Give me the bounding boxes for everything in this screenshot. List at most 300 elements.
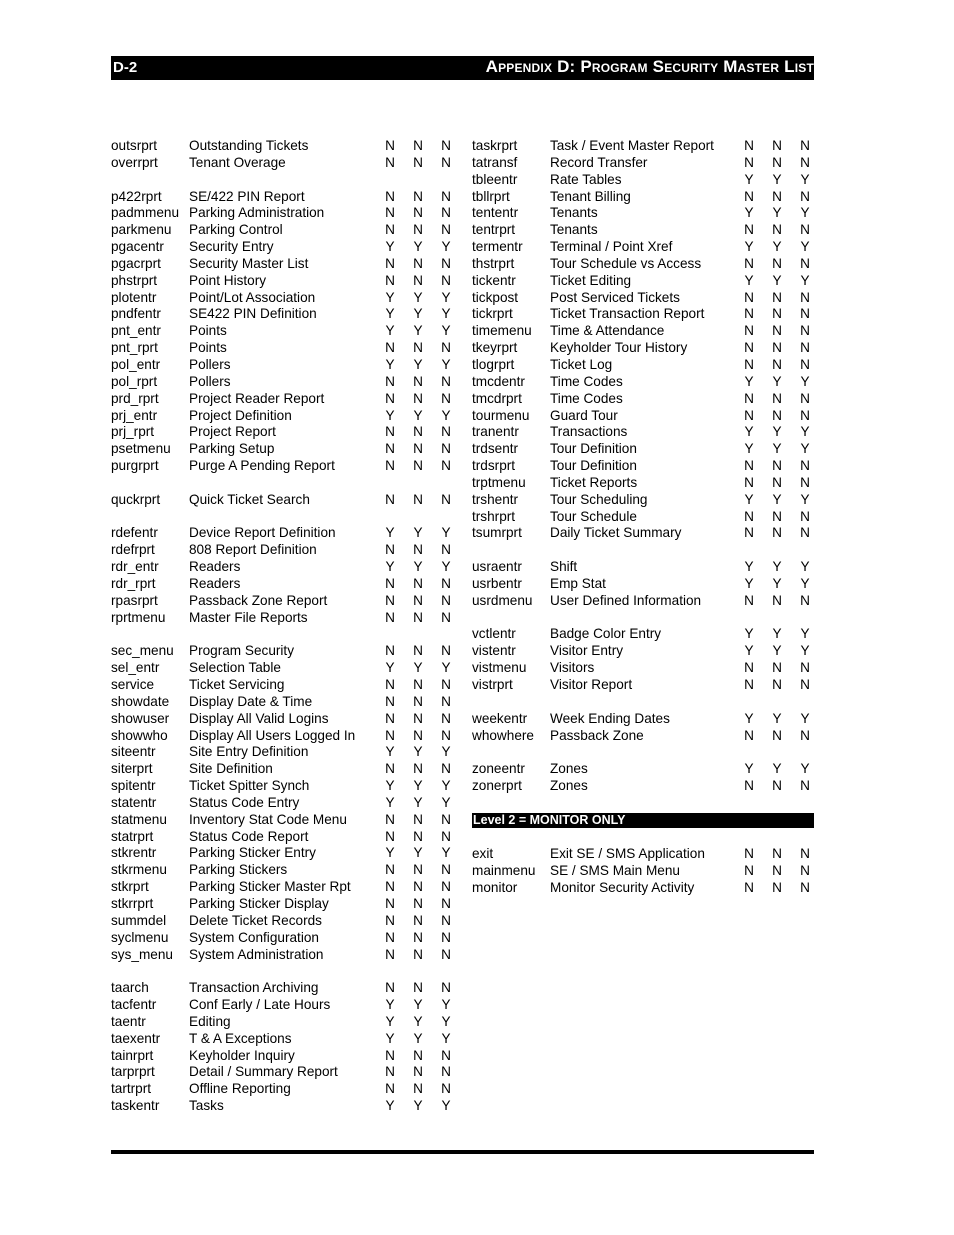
program-code: vistentr	[472, 643, 516, 659]
program-code: tententr	[472, 205, 519, 221]
program-description: Zones	[550, 761, 588, 777]
security-flag-1: N	[385, 710, 395, 726]
program-code: tatransf	[472, 154, 518, 170]
program-code: monitor	[472, 880, 518, 896]
security-flag-2: N	[772, 138, 782, 153]
security-flag-3: Y	[441, 794, 451, 810]
security-flag-1: Y	[744, 491, 754, 507]
security-flag-1: N	[744, 255, 754, 271]
security-flag-1: N	[385, 609, 395, 625]
table-row	[111, 408, 456, 425]
security-flag-2: Y	[772, 171, 782, 187]
program-code: prd_rprt	[111, 390, 159, 406]
security-flag-2: N	[413, 222, 423, 238]
program-description: Tenants	[550, 222, 598, 238]
program-description: Project Reader Report	[189, 390, 325, 406]
security-flag-3: N	[800, 846, 810, 862]
security-flag-3: N	[441, 458, 451, 474]
table-row	[472, 323, 814, 340]
security-flag-3: Y	[800, 239, 810, 255]
security-flag-2: N	[413, 491, 423, 507]
program-code: stkrprt	[111, 879, 149, 895]
security-flag-1: N	[385, 542, 395, 558]
program-code: taarch	[111, 980, 149, 996]
security-flag-3: N	[441, 542, 451, 558]
table-row	[111, 374, 456, 391]
security-flag-3: N	[441, 980, 451, 996]
security-flag-3: N	[441, 390, 451, 406]
page-header-bar	[111, 56, 814, 80]
program-code: rprtmenu	[111, 609, 166, 625]
security-flag-1: Y	[385, 660, 395, 676]
program-code: whowhere	[472, 727, 534, 743]
program-code: rpasrprt	[111, 592, 158, 608]
security-flag-3: Y	[441, 407, 451, 423]
program-description: Readers	[189, 575, 241, 591]
security-flag-1: Y	[744, 626, 754, 642]
program-description: Zones	[550, 778, 588, 794]
program-code: vistrprt	[472, 677, 513, 692]
security-flag-1: N	[385, 188, 395, 204]
security-flag-1: Y	[385, 1030, 395, 1046]
security-flag-1: Y	[385, 525, 395, 541]
security-flag-2: Y	[772, 710, 782, 726]
table-row	[472, 357, 814, 374]
program-code: exit	[472, 846, 494, 862]
table-row	[472, 290, 814, 307]
program-description: Tour Scheduling	[550, 491, 648, 507]
table-row	[111, 1048, 456, 1065]
security-flag-3: Y	[441, 744, 451, 760]
security-flag-2: N	[772, 880, 782, 896]
program-code: tacfentr	[111, 997, 157, 1013]
security-flag-1: Y	[385, 356, 395, 372]
security-flag-1: Y	[385, 1098, 395, 1114]
security-flag-1: N	[385, 255, 395, 271]
security-flag-3: N	[441, 373, 451, 389]
table-row	[111, 947, 456, 964]
security-flag-2: Y	[413, 744, 423, 760]
security-flag-3: N	[800, 154, 810, 170]
table-row	[111, 744, 456, 761]
table-row	[472, 576, 814, 593]
table-row	[472, 643, 814, 660]
program-code: pnt_rprt	[111, 340, 158, 356]
program-code: showwho	[111, 727, 168, 743]
security-flag-2: N	[772, 407, 782, 423]
program-code: siteentr	[111, 744, 156, 760]
security-flag-2: N	[772, 508, 782, 524]
security-flag-1: N	[385, 727, 395, 743]
security-flag-3: N	[441, 575, 451, 591]
security-flag-3: N	[441, 340, 451, 356]
security-flag-3: Y	[441, 1098, 451, 1114]
security-flag-2: N	[772, 778, 782, 794]
security-flag-3: N	[800, 390, 810, 406]
table-row	[472, 880, 814, 897]
program-list-right-column	[472, 138, 814, 897]
security-flag-3: Y	[800, 575, 810, 591]
security-flag-1: Y	[744, 441, 754, 457]
program-code: vctlentr	[472, 626, 516, 642]
program-description: User Defined Information	[550, 592, 702, 608]
program-code: usrbentr	[472, 575, 522, 591]
blank-row	[472, 610, 814, 627]
table-row	[472, 863, 814, 880]
table-row	[111, 542, 456, 559]
security-flag-3: Y	[441, 239, 451, 255]
table-row	[111, 728, 456, 745]
security-flag-2: N	[772, 323, 782, 339]
program-description: Project Report	[189, 424, 276, 440]
program-description: Task / Event Master Report	[550, 138, 714, 153]
program-code: pol_rprt	[111, 373, 158, 389]
table-row	[472, 408, 814, 425]
program-description: Inventory Stat Code Menu	[189, 811, 347, 827]
security-flag-3: N	[800, 222, 810, 238]
program-description: Time Codes	[550, 373, 623, 389]
security-flag-1: N	[385, 811, 395, 827]
table-row	[111, 424, 456, 441]
security-flag-3: N	[441, 828, 451, 844]
security-flag-2: N	[413, 373, 423, 389]
security-flag-3: Y	[441, 778, 451, 794]
program-description: Ticket Transaction Report	[550, 306, 705, 322]
table-row	[111, 138, 456, 155]
program-code: parkmenu	[111, 222, 172, 238]
program-description: Tenants	[550, 205, 598, 221]
program-code: service	[111, 677, 155, 692]
security-flag-2: Y	[413, 356, 423, 372]
program-description: Visitors	[550, 660, 595, 676]
security-flag-2: N	[413, 1081, 423, 1097]
table-row	[111, 862, 456, 879]
program-code: showuser	[111, 710, 170, 726]
security-flag-2: N	[772, 863, 782, 879]
program-code: stkrrprt	[111, 895, 154, 911]
security-flag-1: N	[385, 879, 395, 895]
security-flag-2: N	[413, 693, 423, 709]
security-flag-2: N	[413, 188, 423, 204]
table-row	[472, 660, 814, 677]
security-flag-2: Y	[413, 407, 423, 423]
program-description: Program Security	[189, 643, 295, 659]
security-flag-3: Y	[441, 997, 451, 1013]
table-row	[111, 677, 456, 694]
security-flag-1: N	[744, 525, 754, 541]
security-flag-1: Y	[744, 424, 754, 440]
table-row	[472, 626, 814, 643]
program-description: Delete Ticket Records	[189, 912, 322, 928]
table-row	[472, 155, 814, 172]
security-flag-2: Y	[772, 205, 782, 221]
program-description: Week Ending Dates	[550, 710, 670, 726]
program-description: Points	[189, 323, 227, 339]
program-code: pgacrprt	[111, 255, 161, 271]
table-row	[472, 172, 814, 189]
table-row	[111, 273, 456, 290]
security-flag-1: N	[744, 778, 754, 794]
table-row	[111, 913, 456, 930]
program-description: Tour Definition	[550, 441, 637, 457]
security-flag-2: N	[413, 946, 423, 962]
table-row	[472, 458, 814, 475]
table-row	[472, 222, 814, 239]
security-flag-2: N	[772, 474, 782, 490]
security-flag-1: N	[385, 1081, 395, 1097]
security-flag-3: Y	[800, 424, 810, 440]
security-flag-1: N	[385, 862, 395, 878]
security-flag-3: N	[800, 474, 810, 490]
security-flag-3: Y	[441, 289, 451, 305]
security-flag-2: N	[772, 255, 782, 271]
program-code: tartrprt	[111, 1081, 152, 1097]
program-description: SE422 PIN Definition	[189, 306, 317, 322]
security-flag-1: N	[385, 980, 395, 996]
program-code: taentr	[111, 1013, 146, 1029]
program-code: stkrentr	[111, 845, 157, 861]
table-row	[472, 256, 814, 273]
security-flag-2: N	[772, 306, 782, 322]
program-code: tarprprt	[111, 1064, 155, 1080]
program-description: Visitor Entry	[550, 643, 624, 659]
security-flag-2: Y	[413, 778, 423, 794]
program-list-left-column	[111, 138, 456, 1115]
security-flag-1: Y	[744, 761, 754, 777]
program-code: prj_entr	[111, 407, 158, 423]
table-row	[111, 694, 456, 711]
security-flag-2: N	[772, 592, 782, 608]
security-flag-2: Y	[413, 559, 423, 575]
program-code: p422rprt	[111, 188, 162, 204]
security-flag-1: N	[385, 424, 395, 440]
program-description: Pollers	[189, 356, 231, 372]
program-description: Readers	[189, 559, 241, 575]
page-title: Appendix D: Program Security Master List	[485, 57, 814, 76]
security-flag-3: N	[441, 862, 451, 878]
security-flag-3: Y	[800, 710, 810, 726]
security-flag-3: N	[441, 727, 451, 743]
table-row	[111, 997, 456, 1014]
security-flag-2: N	[413, 895, 423, 911]
security-flag-1: Y	[744, 171, 754, 187]
security-flag-2: Y	[413, 997, 423, 1013]
program-description: Purge A Pending Report	[189, 458, 335, 474]
security-flag-3: Y	[441, 559, 451, 575]
table-row	[111, 845, 456, 862]
security-flag-2: N	[413, 205, 423, 221]
security-flag-1: N	[385, 575, 395, 591]
blank-row	[111, 626, 456, 643]
blank-row	[472, 795, 814, 812]
security-flag-1: N	[385, 154, 395, 170]
program-code: taexentr	[111, 1030, 161, 1046]
security-flag-2: Y	[413, 660, 423, 676]
security-flag-2: Y	[413, 306, 423, 322]
table-row	[111, 778, 456, 795]
security-flag-1: N	[385, 1047, 395, 1063]
table-row	[472, 846, 814, 863]
security-flag-2: Y	[413, 239, 423, 255]
program-description: Passback Zone	[550, 727, 644, 743]
security-flag-1: Y	[385, 559, 395, 575]
security-flag-2: N	[772, 188, 782, 204]
program-code: trptmenu	[472, 474, 526, 490]
security-flag-1: N	[744, 846, 754, 862]
program-description: Ticket Editing	[550, 272, 632, 288]
security-flag-3: N	[441, 222, 451, 238]
program-code: tranentr	[472, 424, 519, 440]
program-code: usraentr	[472, 559, 522, 575]
program-code: zoneentr	[472, 761, 525, 777]
blank-row	[472, 542, 814, 559]
security-flag-1: Y	[744, 575, 754, 591]
program-code: pol_entr	[111, 356, 161, 372]
program-description: Parking Administration	[189, 205, 325, 221]
table-row	[472, 593, 814, 610]
program-description: Status Code Entry	[189, 794, 300, 810]
program-code: vistmenu	[472, 660, 527, 676]
security-flag-1: Y	[385, 845, 395, 861]
security-flag-1: Y	[744, 373, 754, 389]
program-code: zonerprt	[472, 778, 522, 794]
program-description: Status Code Report	[189, 828, 309, 844]
security-flag-3: N	[441, 609, 451, 625]
program-description: Detail / Summary Report	[189, 1064, 338, 1080]
security-flag-2: N	[772, 660, 782, 676]
program-description: Daily Ticket Summary	[550, 525, 682, 541]
security-flag-2: N	[413, 912, 423, 928]
table-row	[472, 778, 814, 795]
security-flag-2: Y	[772, 575, 782, 591]
program-description: Ticket Servicing	[189, 677, 285, 692]
program-description: System Administration	[189, 946, 324, 962]
program-code: trdsrprt	[472, 458, 516, 474]
security-flag-1: N	[385, 912, 395, 928]
security-flag-1: N	[385, 1064, 395, 1080]
security-flag-3: Y	[441, 845, 451, 861]
program-code: overrprt	[111, 154, 158, 170]
security-flag-2: Y	[413, 289, 423, 305]
program-code: plotentr	[111, 289, 157, 305]
program-code: statmenu	[111, 811, 167, 827]
security-flag-2: N	[413, 710, 423, 726]
security-flag-1: N	[385, 592, 395, 608]
security-flag-2: Y	[413, 1013, 423, 1029]
table-row	[111, 593, 456, 610]
security-flag-1: N	[385, 929, 395, 945]
security-flag-2: N	[772, 222, 782, 238]
table-row	[472, 441, 814, 458]
program-description: Editing	[189, 1013, 231, 1029]
security-flag-3: N	[441, 592, 451, 608]
program-description: Outstanding Tickets	[189, 138, 309, 153]
program-code: termentr	[472, 239, 523, 255]
program-code: sys_menu	[111, 946, 173, 962]
security-flag-1: Y	[385, 306, 395, 322]
table-row	[111, 1081, 456, 1098]
program-description: Ticket Reports	[550, 474, 638, 490]
program-description: Monitor Security Activity	[550, 880, 695, 896]
security-flag-3: Y	[800, 559, 810, 575]
blank-row	[111, 172, 456, 189]
program-description: Site Entry Definition	[189, 744, 309, 760]
security-flag-2: Y	[772, 643, 782, 659]
security-flag-2: N	[772, 458, 782, 474]
security-flag-1: Y	[385, 778, 395, 794]
security-flag-2: N	[413, 1047, 423, 1063]
table-row	[111, 222, 456, 239]
program-description: Tour Schedule	[550, 508, 637, 524]
table-row	[111, 1098, 456, 1115]
security-flag-1: N	[744, 880, 754, 896]
security-flag-1: N	[744, 390, 754, 406]
program-code: showdate	[111, 693, 170, 709]
program-code: sec_menu	[111, 643, 174, 659]
table-row	[111, 458, 456, 475]
blank-row	[472, 744, 814, 761]
security-flag-1: N	[385, 373, 395, 389]
table-row	[111, 189, 456, 206]
program-code: taskentr	[111, 1098, 160, 1114]
security-flag-3: Y	[441, 525, 451, 541]
program-code: trshentr	[472, 491, 519, 507]
security-flag-1: Y	[744, 559, 754, 575]
program-description: Selection Table	[189, 660, 281, 676]
table-row	[111, 306, 456, 323]
program-description: Parking Sticker Display	[189, 895, 329, 911]
security-flag-2: Y	[772, 373, 782, 389]
security-flag-2: Y	[772, 626, 782, 642]
security-flag-1: N	[744, 306, 754, 322]
table-row	[472, 492, 814, 509]
security-flag-2: N	[413, 761, 423, 777]
security-flag-1: N	[744, 474, 754, 490]
security-flag-2: N	[413, 592, 423, 608]
program-description: Parking Setup	[189, 441, 275, 457]
security-flag-3: Y	[800, 205, 810, 221]
security-flag-1: Y	[744, 272, 754, 288]
security-flag-2: Y	[772, 491, 782, 507]
program-description: Point History	[189, 272, 267, 288]
security-flag-1: N	[744, 356, 754, 372]
security-flag-3: Y	[800, 626, 810, 642]
program-description: Display Date & Time	[189, 693, 313, 709]
security-flag-2: N	[413, 542, 423, 558]
program-description: Project Definition	[189, 407, 292, 423]
security-flag-1: N	[385, 677, 395, 692]
program-code: pndfentr	[111, 306, 161, 322]
program-code: phstrprt	[111, 272, 158, 288]
security-flag-2: Y	[413, 1098, 423, 1114]
security-flag-1: N	[744, 592, 754, 608]
program-code: tbleentr	[472, 171, 518, 187]
security-flag-1: Y	[385, 1013, 395, 1029]
security-flag-2: Y	[413, 1030, 423, 1046]
table-row	[111, 559, 456, 576]
table-row	[472, 424, 814, 441]
security-flag-3: Y	[800, 441, 810, 457]
program-description: Guard Tour	[550, 407, 618, 423]
security-flag-1: N	[744, 188, 754, 204]
table-row	[111, 256, 456, 273]
table-row	[111, 643, 456, 660]
security-flag-3: N	[441, 677, 451, 692]
program-code: stkrmenu	[111, 862, 167, 878]
program-description: Tour Schedule vs Access	[550, 255, 702, 271]
program-code: pnt_entr	[111, 323, 161, 339]
security-flag-1: Y	[385, 239, 395, 255]
